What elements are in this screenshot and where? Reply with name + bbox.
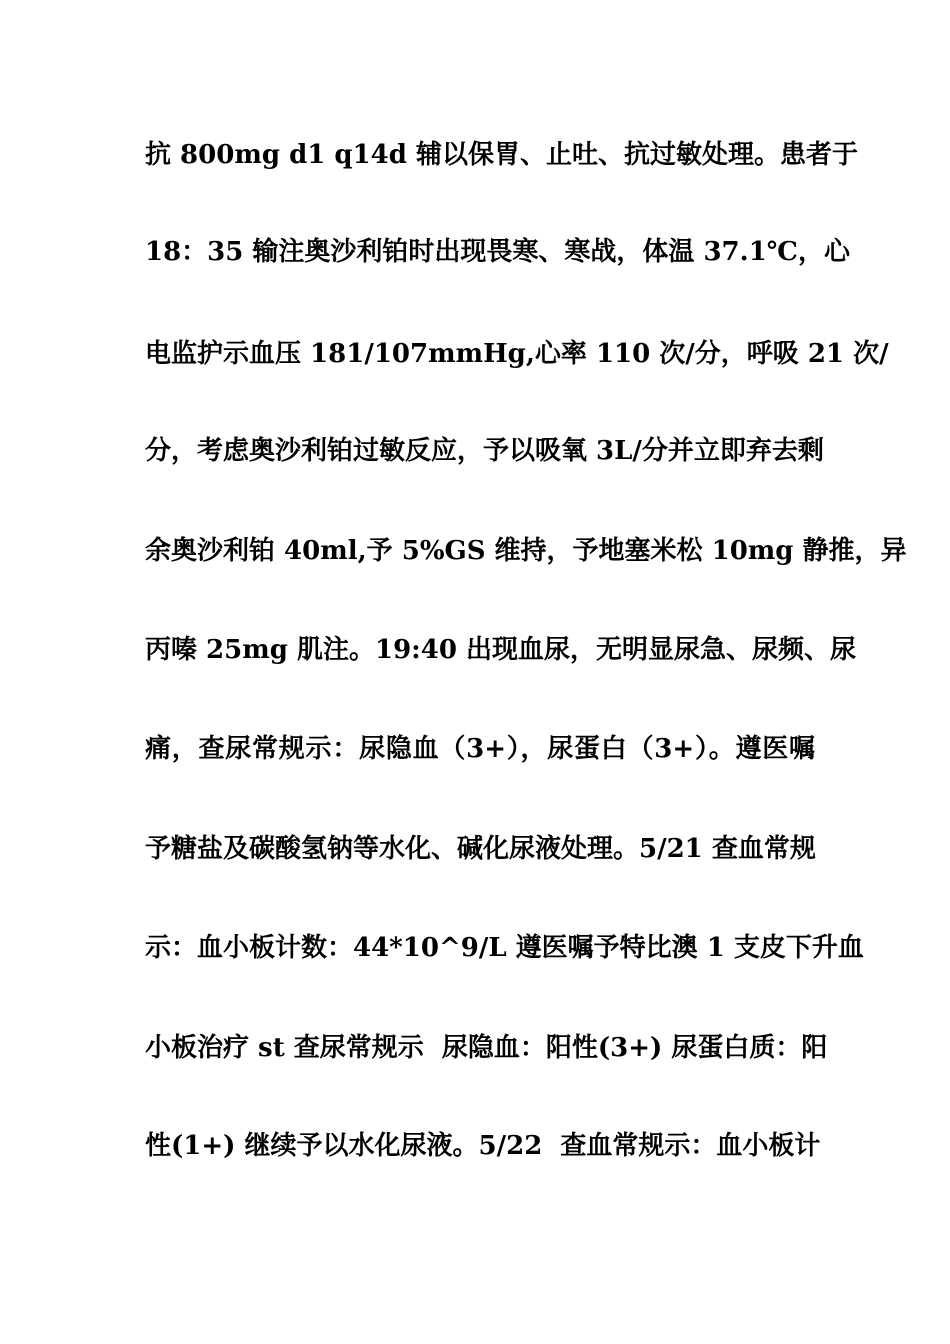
body-text-line: 分，考虑奥沙利铂过敏反应，予以吸氧 3L/分并立即弃去剩 <box>145 436 824 466</box>
body-text-line: 小板治疗 st 查尿常规示 尿隐血：阳性(3+) 尿蛋白质：阳 <box>145 1033 828 1063</box>
body-text-line: 抗 800mg d1 q14d 辅以保胃、止吐、抗过敏处理。患者于 <box>145 140 858 170</box>
body-text-line: 予糖盐及碳酸氢钠等水化、碱化尿液处理。5/21 查血常规 <box>145 834 816 864</box>
body-text-line: 余奥沙利铂 40ml,予 5%GS 维持，予地塞米松 10mg 静推，异 <box>145 536 907 566</box>
body-text-line: 丙嗪 25mg 肌注。19:40 出现血尿，无明显尿急、尿频、尿 <box>145 635 856 665</box>
body-text-line: 示：血小板计数：44*10^9/L 遵医嘱予特比澳 1 支皮下升血 <box>145 933 864 963</box>
body-text-line: 痛，查尿常规示：尿隐血（3+），尿蛋白（3+）。遵医嘱 <box>145 734 815 764</box>
body-text-line: 18：35 输注奥沙利铂时出现畏寒、寒战，体温 37.1℃，心 <box>145 237 850 267</box>
body-text-line: 电监护示血压 181/107mmHg,心率 110 次/分，呼吸 21 次/ <box>145 339 889 369</box>
body-text-line: 性(1+) 继续予以水化尿液。5/22 查血常规示：血小板计 <box>145 1131 821 1161</box>
